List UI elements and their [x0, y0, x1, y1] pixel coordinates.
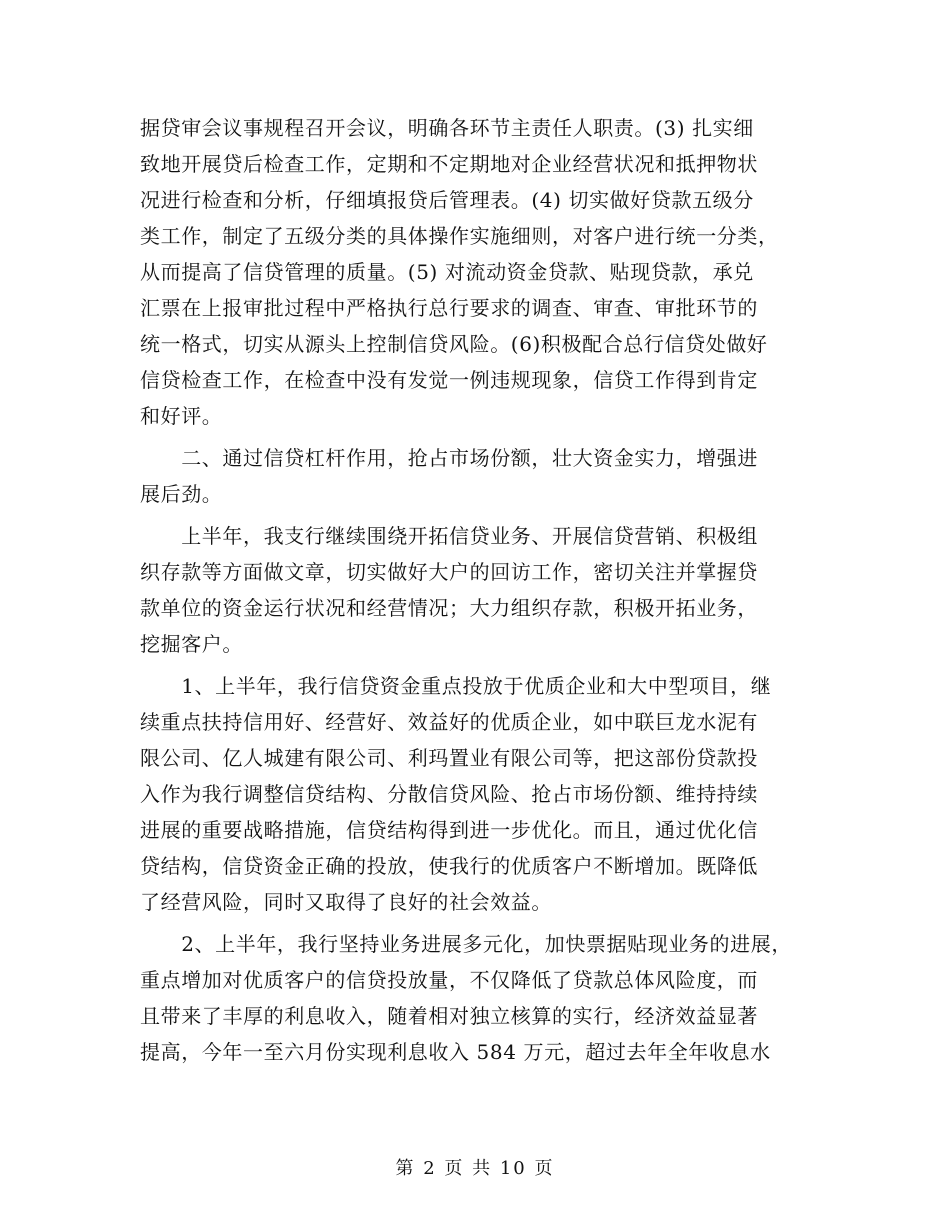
text-line: 入作为我行调整信贷结构、分散信贷风险、抢占市场份额、维持持续	[140, 782, 758, 806]
page-footer: 第 2 页 共 10 页	[395, 1158, 555, 1179]
text-line: 了经营风险，同时又取得了良好的社会效益。	[140, 890, 552, 914]
text-line: 从而提高了信贷管理的质量。(5) 对流动资金贷款、贴现贷款，承兑	[140, 260, 754, 284]
text-line: 和好评。	[140, 404, 223, 428]
text-line: 且带来了丰厚的利息收入，随着相对独立核算的实行，经济效益显著	[140, 1004, 758, 1028]
text-line: 上半年，我支行继续围绕开拓信贷业务、开展信贷营销、积极组	[140, 524, 758, 548]
text-line: 汇票在上报审批过程中严格执行总行要求的调查、审查、审批环节的	[140, 296, 758, 320]
text-line: 致地开展贷后检查工作，定期和不定期地对企业经营状况和抵押物状	[140, 152, 758, 176]
text-line: 续重点扶持信用好、经营好、效益好的优质企业，如中联巨龙水泥有	[140, 710, 758, 734]
text-line: 贷结构，信贷资金正确的投放，使我行的优质客户不断增加。既降低	[140, 854, 758, 878]
body-text	[140, 110, 820, 1070]
text-line: 织存款等方面做文章，切实做好大户的回访工作，密切关注并掌握贷	[140, 560, 758, 584]
text-line: 况进行检查和分析，仔细填报贷后管理表。(4) 切实做好贷款五级分	[140, 188, 754, 212]
text-line: 信贷检查工作，在检查中没有发觉一例违规现象，信贷工作得到肯定	[140, 368, 758, 392]
text-line: 统一格式，切实从源头上控制信贷风险。(6)积极配合总行信贷处做好	[140, 332, 768, 356]
section-heading-line: 展后劲。	[140, 482, 223, 506]
text-line: 1、上半年，我行信贷资金重点投放于优质企业和大中型项目，继	[140, 674, 772, 698]
section-heading-line: 二、通过信贷杠杆作用，抢占市场份额，壮大资金实力，增强进	[140, 446, 758, 470]
text-line: 据贷审会议事规程召开会议，明确各环节主责任人职责。(3) 扎实细	[140, 116, 754, 140]
text-line: 挖掘客户。	[140, 632, 243, 656]
text-line: 重点增加对优质客户的信贷投放量，不仅降低了贷款总体风险度，而	[140, 968, 758, 992]
text-line: 款单位的资金运行状况和经营情况；大力组织存款，积极开拓业务，	[140, 596, 758, 620]
text-line: 限公司、亿人城建有限公司、利玛置业有限公司等，把这部份贷款投	[140, 746, 758, 770]
text-line: 类工作，制定了五级分类的具体操作实施细则，对客户进行统一分类，	[140, 224, 779, 248]
text-line: 进展的重要战略措施，信贷结构得到进一步优化。而且，通过优化信	[140, 818, 758, 842]
text-line: 提高，今年一至六月份实现利息收入 584 万元，超过去年全年收息水	[140, 1040, 771, 1064]
text-line: 2、上半年，我行坚持业务进展多元化，加快票据贴现业务的进展，	[140, 932, 792, 956]
